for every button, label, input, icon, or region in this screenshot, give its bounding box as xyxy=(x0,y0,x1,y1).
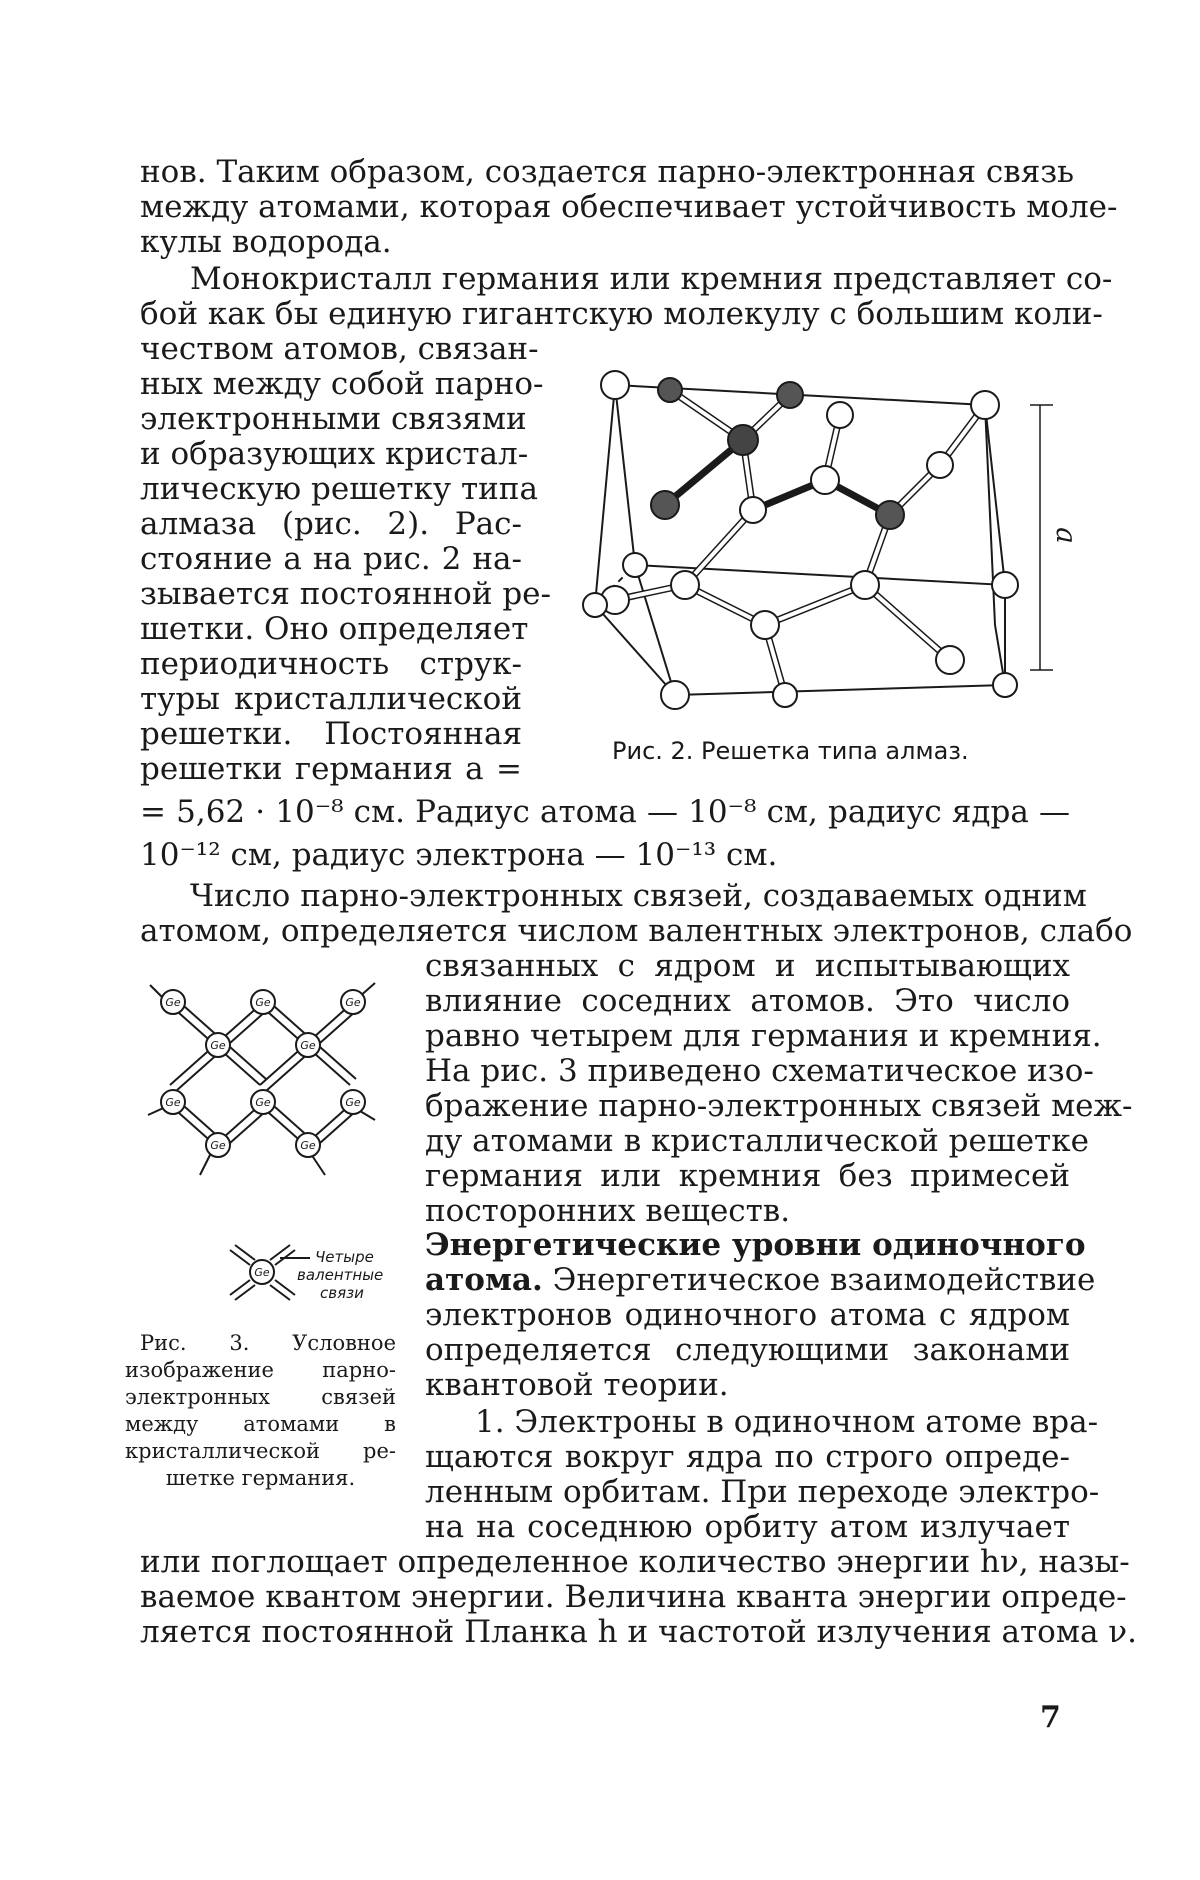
text-line: решетки германия a = xyxy=(140,751,522,787)
text-line: влияние соседних атомов. Это число xyxy=(425,983,1070,1019)
figure-3-caption: между атомами в xyxy=(125,1412,396,1436)
text-line: германия или кремния без примесей xyxy=(425,1158,1070,1194)
text-line: зывается постоянной ре- xyxy=(140,576,552,612)
text-line: между атомами, которая обеспечивает устойчивость моле- xyxy=(140,189,1118,225)
atom-label: Ge xyxy=(345,996,361,1009)
text-line: Число парно-электронных связей, создаваемых одним xyxy=(190,878,1087,914)
text-line: электронов одиночного атома с ядром xyxy=(425,1297,1070,1333)
text-line: лическую решетку типа xyxy=(140,471,538,507)
atom-label: Ge xyxy=(210,1139,226,1152)
text-line: туры кристаллической xyxy=(140,681,522,717)
figure-3-caption: изображение парно- xyxy=(125,1358,396,1382)
text-line: 1. Электроны в одиночном атоме вра- xyxy=(475,1404,1099,1440)
text-line: решетки. Постоянная xyxy=(140,716,522,752)
text-line: = 5,62 · 10⁻⁸ см. Радиус атома — 10⁻⁸ см, радиус ядра — xyxy=(140,794,1070,830)
atom-label: Ge xyxy=(254,1266,270,1279)
atom-label: Ge xyxy=(300,1039,316,1052)
atom-label: Ge xyxy=(255,1096,271,1109)
legend-text: связи xyxy=(320,1284,364,1302)
text-line: посторонних веществ. xyxy=(425,1193,791,1229)
figure-3-caption: электронных связей xyxy=(125,1385,396,1409)
atom-label: Ge xyxy=(165,996,181,1009)
text-line: определяется следующими законами xyxy=(425,1332,1070,1368)
text-line: 10⁻¹² см, радиус электрона — 10⁻¹³ см. xyxy=(140,837,778,873)
text-line xyxy=(425,1262,1096,1298)
text-line: алмаза (рис. 2). Рас- xyxy=(140,506,522,542)
text-line: периодичность струк- xyxy=(140,646,522,682)
figure-3-bond-diagram xyxy=(140,975,410,1190)
heading-bold: атома. xyxy=(425,1262,543,1298)
text-line: бражение парно-электронных связей меж- xyxy=(425,1088,1133,1124)
figure-2-caption: Рис. 2. Решетка типа алмаз. xyxy=(612,737,969,765)
text-line: кулы водорода. xyxy=(140,224,392,260)
figure-3-caption: кристаллической ре- xyxy=(125,1439,396,1463)
text-line: нов. Таким образом, создается парно-электронная связь xyxy=(140,154,1075,190)
text-line: атомом, определяется числом валентных электронов, слабо xyxy=(140,913,1133,949)
legend-text: валентные xyxy=(297,1266,384,1284)
atom-label: Ge xyxy=(345,1096,361,1109)
atom-label: Ge xyxy=(210,1039,226,1052)
legend-text: Четыре xyxy=(315,1248,374,1266)
text-line: ляется постоянной Планка h и частотой излучения атома ν. xyxy=(140,1614,1137,1650)
text-span: Энергетическое взаимодействие xyxy=(542,1262,1096,1298)
text-line: ленным орбитам. При переходе электро- xyxy=(425,1474,1100,1510)
text-line: бой как бы единую гигантскую молекулу с большим коли- xyxy=(140,296,1103,332)
text-line: связанных с ядром и испытывающих xyxy=(425,948,1070,984)
text-line: равно четырем для германия и кремния. xyxy=(425,1018,1102,1054)
text-line: стояние a на рис. 2 на- xyxy=(140,541,522,577)
figure-3-caption: шетке германия. xyxy=(165,1466,356,1490)
atom-label: Ge xyxy=(255,996,271,1009)
text-line: Монокристалл германия или кремния представляет со- xyxy=(190,261,1113,297)
section-heading-line xyxy=(425,1227,1086,1263)
page-number: 7 xyxy=(1040,1700,1061,1735)
text-line: чеством атомов, связан- xyxy=(140,331,539,367)
heading-bold: Энергетические уровни одиночного xyxy=(425,1227,1086,1263)
text-line: и образующих кристал- xyxy=(140,436,529,472)
figure-2-diamond-lattice xyxy=(575,345,1075,715)
text-line: ных между собой парно- xyxy=(140,366,544,402)
text-line: шетки. Оно определяет xyxy=(140,611,529,647)
text-line: ду атомами в кристаллической решетке xyxy=(425,1123,1089,1159)
text-line: На рис. 3 приведено схематическое изо- xyxy=(425,1053,1094,1089)
atom-label: Ge xyxy=(300,1139,316,1152)
text-line: квантовой теории. xyxy=(425,1367,729,1403)
text-line: на на соседнюю орбиту атом излучает xyxy=(425,1509,1070,1545)
figure-3-legend xyxy=(225,1240,405,1320)
text-line: щаются вокруг ядра по строго опреде- xyxy=(425,1439,1070,1475)
figure-3-caption: Рис. 3. Условное xyxy=(140,1331,396,1355)
text-line: ваемое квантом энергии. Величина кванта энергии опреде- xyxy=(140,1579,1127,1615)
text-line: или поглощает определенное количество энергии hν, назы- xyxy=(140,1544,1130,1580)
text-line: электронными связями xyxy=(140,401,527,437)
atom-label: Ge xyxy=(165,1096,181,1109)
lattice-constant-label: a xyxy=(1049,527,1083,544)
